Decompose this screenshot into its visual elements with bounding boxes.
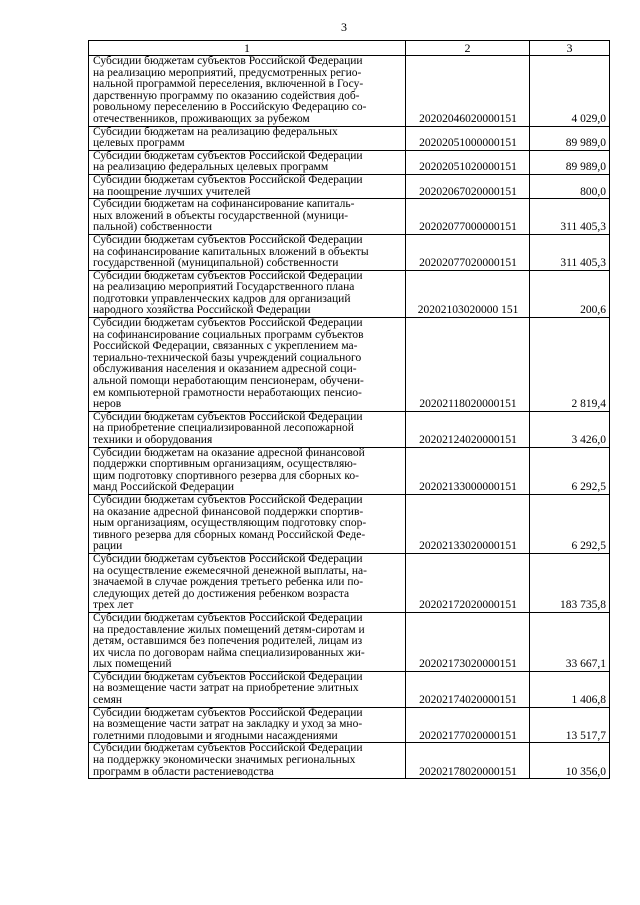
description-line: на оказание адресной финансовой поддержки спортив- [93,505,364,518]
description-line: Субсидии бюджетам субъектов Российской Федерации [93,670,363,683]
row-description [89,743,406,779]
row-amount: 183 735,8 [530,553,610,612]
description-line: Субсидии бюджетам субъектов Российской Федерации [93,611,363,624]
description-line: неров [93,398,122,411]
row-amount: 13 517,7 [530,707,610,743]
description-line: дарственную программу по оказанию содействия доб- [93,89,360,102]
description-line: Субсидии бюджетам на софинансирование капиталь- [93,198,355,211]
row-amount: 311 405,3 [530,199,610,235]
row-amount: 1 406,8 [530,671,610,707]
description-line: Субсидии бюджетам субъектов Российской Федерации [93,269,363,282]
row-code: 20202051020000151 [406,150,530,174]
description-line: на возмещение части затрат на приобретение элитных [93,682,359,695]
row-code: 20202173020000151 [406,612,530,671]
table-row [89,447,610,494]
description-line: ем компьютерной грамотности неработающих пенсио- [93,386,362,399]
row-code: 20202133000000151 [406,447,530,494]
row-amount: 6 292,5 [530,447,610,494]
row-code: 20202174020000151 [406,671,530,707]
row-description [89,707,406,743]
description-line: Субсидии бюджетам субъектов Российской Федерации [93,233,363,246]
description-line: подготовки управленческих кадров для организаций [93,292,351,305]
subsidies-table [88,40,610,779]
description-line: семян [93,694,123,707]
page-number: 3 [341,20,347,34]
description-line: на реализацию мероприятий, предусмотренных регио- [93,66,362,79]
row-amount: 10 356,0 [530,743,610,779]
row-description [89,671,406,707]
description-line: поддержки спортивным организациям, осуществляю- [93,458,357,471]
description-line: ным организациям, осуществляющим подготовку спор- [93,517,367,530]
table-row [89,553,610,612]
row-amount: 6 292,5 [530,494,610,553]
table-row [89,707,610,743]
column-header-code: 2 [406,41,530,56]
row-amount: 311 405,3 [530,234,610,270]
table-row [89,612,610,671]
description-line: трех лет [93,599,134,612]
row-amount: 3 426,0 [530,411,610,447]
row-code: 20202046020000151 [406,56,530,127]
row-amount: 33 667,1 [530,612,610,671]
description-line: на осуществление ежемесячной денежной выплаты, на- [93,564,367,577]
table-row [89,270,610,317]
description-line: на приобретение специализированной лесопожарной [93,422,354,435]
row-description [89,150,406,174]
table-row [89,150,610,174]
table-row [89,743,610,779]
description-line: их числа по договорам найма специализированных жи- [93,646,365,659]
row-description [89,494,406,553]
description-line: значаемой в случае рождения третьего ребенка или по- [93,576,364,589]
description-line: Субсидии бюджетам субъектов Российской Федерации [93,55,363,67]
description-line: на возмещение части затрат на закладку и уход за мно- [93,718,363,731]
row-amount: 89 989,0 [530,126,610,150]
description-line: на поощрение лучших учителей [93,185,251,198]
table-body [89,56,610,779]
table-row [89,234,610,270]
description-line: Субсидии бюджетам субъектов Российской Федерации [93,706,363,719]
description-line: нальной программой переселения, включенной в Госу- [93,78,364,91]
row-amount: 4 029,0 [530,56,610,127]
description-line: на предоставление жилых помещений детям-сиротам и [93,623,365,636]
table-row [89,318,610,412]
description-line: на поддержку экономически значимых региональных [93,754,356,767]
description-line: целевых программ [93,137,185,150]
description-line: детям, оставшимся без попечения родителей, лицам из [93,635,363,648]
description-line: Субсидии бюджетам субъектов Российской Федерации [93,552,363,565]
description-line: щим подготовку спортивного резерва для сборных ко- [93,469,359,482]
description-line: Субсидии бюджетам субъектов Российской Федерации [93,317,363,330]
row-code: 20202103020000 151 [406,270,530,317]
row-description [89,612,406,671]
description-line: Российской Федерации, связанных с укреплением ма- [93,340,358,353]
table-row [89,411,610,447]
row-description [89,234,406,270]
table-row [89,199,610,235]
description-line: на софинансирование социальных программ субъектов [93,328,364,341]
table-row [89,671,610,707]
row-description [89,174,406,198]
row-amount: 800,0 [530,174,610,198]
description-line: альной помощи неработающим пенсионерам, обучени- [93,375,364,388]
description-line: пальной) собственности [93,221,213,234]
description-line: на софинансирование капитальных вложений в объекты [93,245,369,258]
column-header-description: 1 [89,41,406,56]
row-description [89,411,406,447]
description-line: голетними плодовыми и ягодными насаждениями [93,729,338,742]
row-description [89,270,406,317]
row-amount: 200,6 [530,270,610,317]
description-line: на реализацию мероприятий Государственного плана [93,281,355,294]
row-code: 20202124020000151 [406,411,530,447]
description-line: Субсидии бюджетам субъектов Российской Федерации [93,173,363,186]
table-row [89,494,610,553]
description-line: териально-технической базы учреждений социального [93,351,362,364]
table-row [89,174,610,198]
description-line: лых помещений [93,658,172,671]
row-code: 20202077020000151 [406,234,530,270]
description-line: следующих детей до достижения ребенком возраста [93,587,350,600]
description-line: манд Российской Федерации [93,481,235,494]
description-line: Субсидии бюджетам на реализацию федеральных [93,125,338,138]
description-line: на реализацию федеральных целевых программ [93,161,329,174]
description-line: государственной (муниципальной) собственности [93,257,339,270]
row-code: 20202067020000151 [406,174,530,198]
description-line: Субсидии бюджетам субъектов Российской Федерации [93,410,363,423]
row-code: 20202051000000151 [406,126,530,150]
column-header-amount: 3 [530,41,610,56]
row-amount: 89 989,0 [530,150,610,174]
description-line: Субсидии бюджетам на оказание адресной финансовой [93,446,365,459]
description-line: рации [93,540,123,553]
table-row [89,56,610,127]
row-amount: 2 819,4 [530,318,610,412]
description-line: ровольному переселению в Российскую Федерацию со- [93,101,367,114]
description-line: техники и оборудования [93,434,213,446]
description-line: тивного резерва для сборных команд Российской Феде- [93,528,366,541]
row-code: 20202177020000151 [406,707,530,743]
description-line: Субсидии бюджетам субъектов Российской Федерации [93,493,363,506]
description-line: отечественников, проживающих за рубежом [93,112,310,125]
description-line: ных вложений в объекты государственной (муници- [93,209,349,222]
row-code: 20202118020000151 [406,318,530,412]
row-code: 20202077000000151 [406,199,530,235]
description-line: программ в области растениеводства [93,765,274,778]
row-description [89,199,406,235]
table-row [89,126,610,150]
row-code: 20202133020000151 [406,494,530,553]
row-code: 20202178020000151 [406,743,530,779]
row-code: 20202172020000151 [406,553,530,612]
row-description [89,126,406,150]
table-header-row [89,41,610,56]
row-description [89,447,406,494]
description-line: Субсидии бюджетам субъектов Российской Федерации [93,742,363,755]
description-line: обслуживания населения и оказанием адресной соци- [93,363,357,376]
description-line: народного хозяйства Российской Федерации [93,304,311,317]
row-description [89,553,406,612]
row-description [89,318,406,412]
description-line: Субсидии бюджетам субъектов Российской Федерации [93,149,363,162]
row-description [89,56,406,127]
